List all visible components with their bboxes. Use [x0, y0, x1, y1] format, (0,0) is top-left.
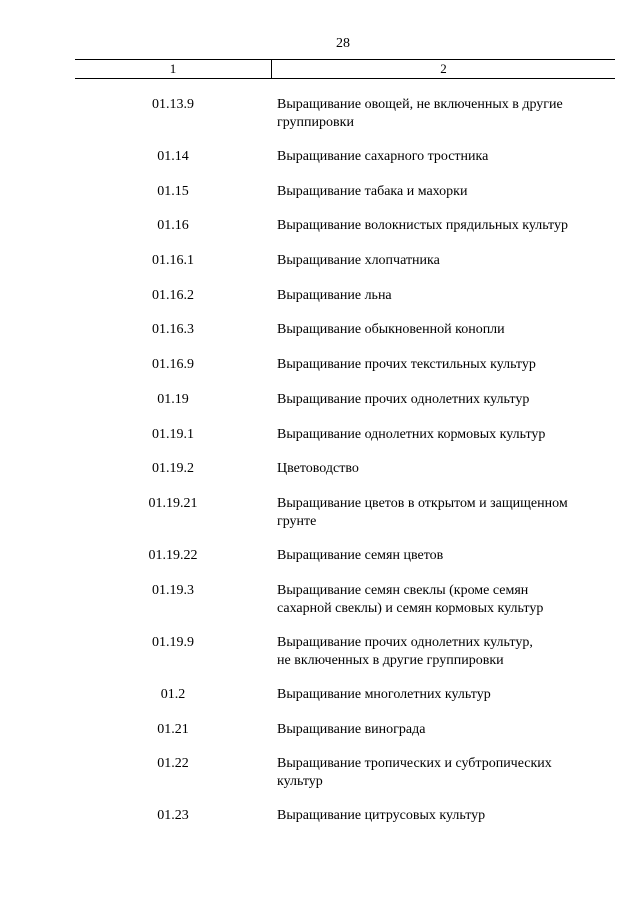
row-code: 01.16: [157, 218, 189, 233]
row-code: 01.2: [160, 687, 186, 702]
row-code: 01.19.9: [152, 635, 194, 650]
row-code: 01.19.3: [152, 583, 194, 598]
row-name: Выращивание сахарного тростника: [277, 149, 489, 164]
row-code: 01.19.21: [148, 496, 198, 511]
table-row: [75, 495, 607, 531]
header-column-1: 1: [169, 61, 177, 76]
table-row: [75, 321, 607, 339]
row-name: Выращивание семян свеклы (кроме семян сахарной свеклы) и семян кормовых культур: [277, 583, 544, 616]
row-name: Выращивание волокнистых прядильных культур: [277, 218, 568, 233]
row-code: 01.19: [157, 392, 189, 407]
row-code: 01.19.2: [152, 461, 194, 476]
table-row: [75, 391, 607, 409]
row-code: 01.19.1: [152, 427, 194, 442]
table-header: [75, 59, 615, 79]
row-code: 01.19.22: [148, 548, 198, 563]
row-code: 01.16.3: [152, 322, 194, 337]
table-row: [75, 755, 607, 791]
table-row: [75, 148, 607, 166]
row-name: Выращивание прочих однолетних культур: [277, 392, 530, 407]
table-row: [75, 686, 607, 704]
row-code: 01.16.1: [152, 253, 194, 268]
table-row: [75, 183, 607, 201]
row-name: Выращивание цитрусовых культур: [277, 808, 486, 823]
table-row: [75, 287, 607, 305]
header-column-2: 2: [440, 61, 447, 76]
row-name: Выращивание обыкновенной конопли: [277, 322, 505, 337]
table-row: [75, 252, 607, 270]
table-row: [75, 460, 607, 478]
row-name: Выращивание тропических и субтропических культур: [277, 756, 552, 789]
row-code: 01.21: [157, 722, 189, 737]
row-code: 01.16.2: [152, 288, 194, 303]
page-number: 28: [336, 36, 350, 51]
row-code: 01.23: [157, 808, 189, 823]
row-name: Выращивание семян цветов: [277, 548, 444, 563]
row-name: Цветоводство: [277, 461, 359, 476]
row-code: 01.13.9: [152, 97, 194, 112]
row-name: Выращивание хлопчатника: [277, 253, 440, 268]
table-row: [75, 547, 607, 565]
table-row: [75, 356, 607, 374]
row-name: Выращивание табака и махорки: [277, 184, 468, 199]
row-name: Выращивание однолетних кормовых культур: [277, 427, 546, 442]
row-name: Выращивание многолетних культур: [277, 687, 491, 702]
table-row: [75, 582, 607, 618]
table-row: [75, 807, 607, 825]
row-name: Выращивание овощей, не включенных в другие группировки: [277, 97, 563, 130]
row-name: Выращивание льна: [277, 288, 392, 303]
table-row: [75, 217, 607, 235]
table-row: [75, 634, 607, 670]
table-row: [75, 721, 607, 739]
table-row: [75, 96, 607, 132]
row-code: 01.15: [157, 184, 189, 199]
row-code: 01.22: [157, 756, 189, 771]
row-name: Выращивание цветов в открытом и защищенном грунте: [277, 496, 568, 529]
row-name: Выращивание прочих однолетних культур, не включенных в другие группировки: [277, 635, 533, 668]
row-name: Выращивание прочих текстильных культур: [277, 357, 536, 372]
row-name: Выращивание винограда: [277, 722, 426, 737]
table-row: [75, 426, 607, 444]
row-code: 01.14: [157, 149, 189, 164]
row-code: 01.16.9: [152, 357, 194, 372]
